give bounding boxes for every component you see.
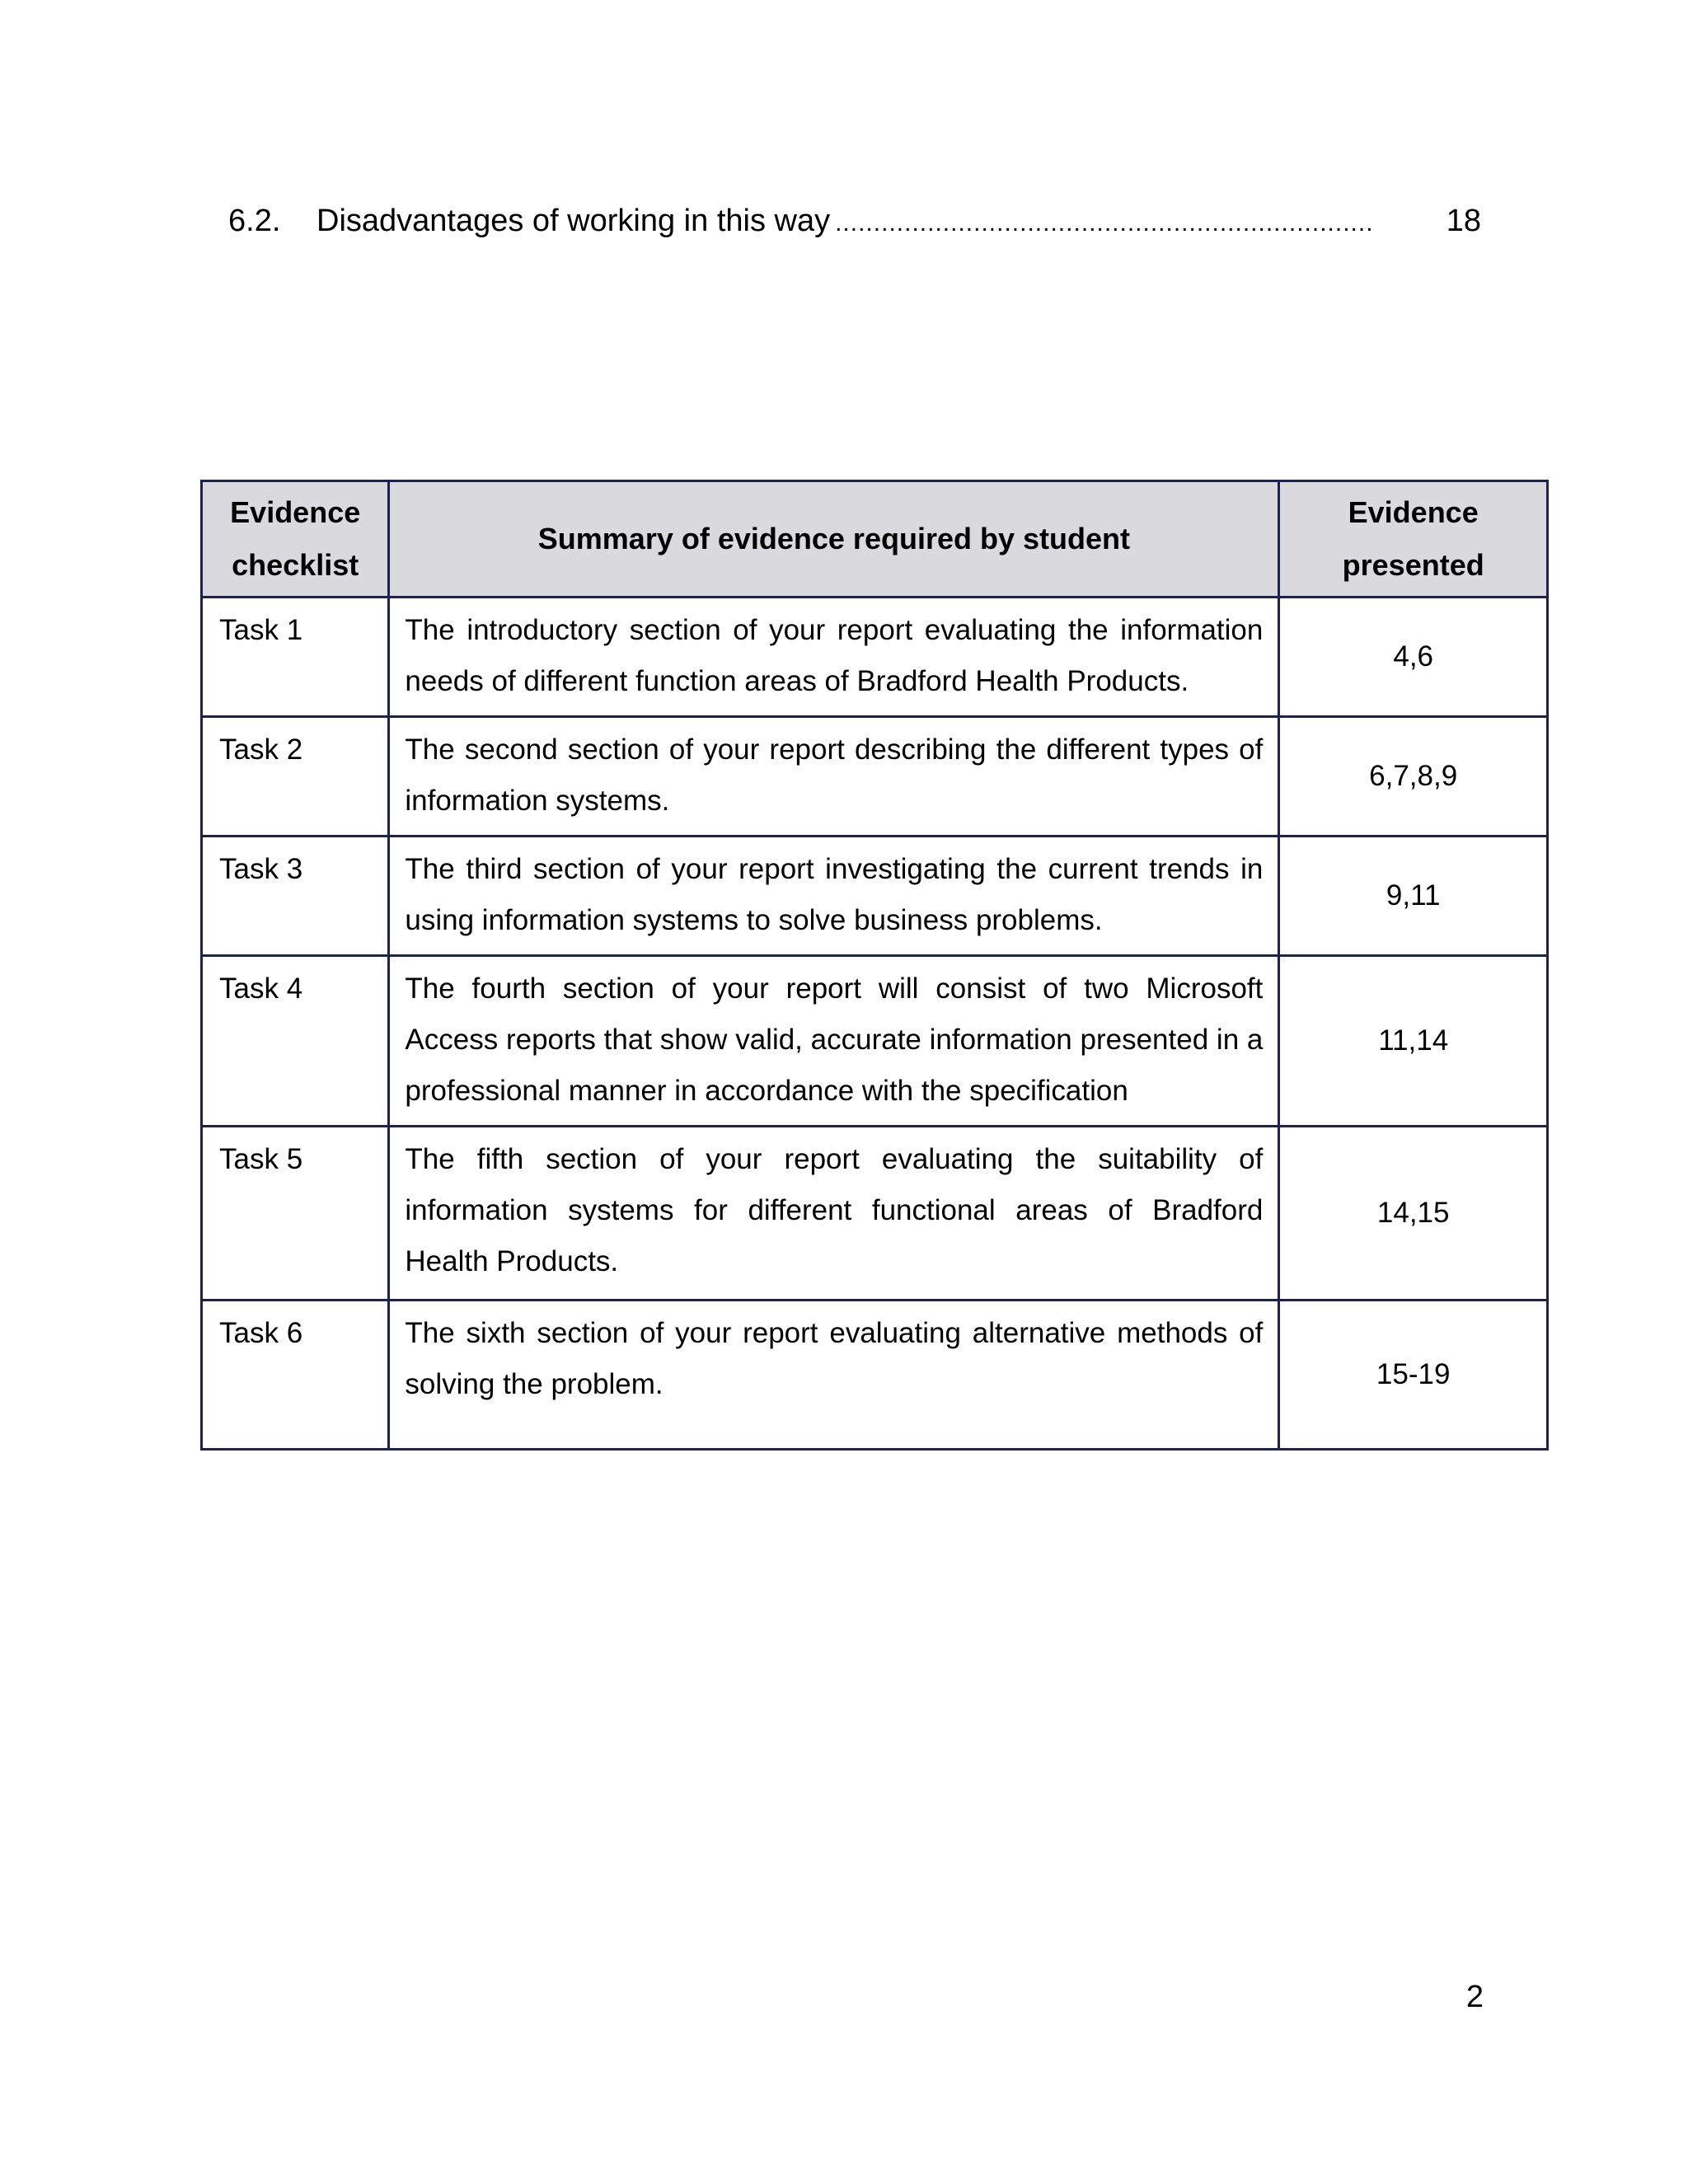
header-summary: Summary of evidence required by student xyxy=(389,481,1279,598)
page-number: 2 xyxy=(1465,1980,1484,2014)
task-cell: Task 4 xyxy=(202,956,389,1127)
pages-cell: 9,11 xyxy=(1279,837,1548,956)
summary-cell: The fifth section of your report evaluating the suitability of information systems for different functional areas of Bradford Health Products. xyxy=(389,1127,1279,1301)
summary-cell: The second section of your report describing the different types of information systems. xyxy=(389,717,1279,837)
toc-page-number: 18 xyxy=(1446,204,1481,238)
summary-cell: The introductory section of your report evaluating the information needs of different function areas of Bradford Health Products. xyxy=(389,598,1279,717)
table-row xyxy=(202,598,1548,717)
task-cell: Task 2 xyxy=(202,717,389,837)
evidence-table xyxy=(200,480,1549,1451)
table-row xyxy=(202,1301,1548,1450)
table-header-row xyxy=(202,481,1548,598)
pages-cell: 15-19 xyxy=(1279,1301,1548,1450)
table-row xyxy=(202,956,1548,1127)
task-cell: Task 6 xyxy=(202,1301,389,1450)
pages-cell: 6,7,8,9 xyxy=(1279,717,1548,837)
header-evidence-checklist: Evidence checklist xyxy=(202,481,389,598)
task-cell: Task 3 xyxy=(202,837,389,956)
table-row xyxy=(202,717,1548,837)
summary-cell: The sixth section of your report evaluating alternative methods of solving the problem. xyxy=(389,1301,1279,1450)
toc-section-number: 6.2. xyxy=(228,204,281,238)
toc-section-title: Disadvantages of working in this way xyxy=(316,204,831,238)
table-row xyxy=(202,1127,1548,1301)
toc-entry xyxy=(228,196,1481,246)
task-cell: Task 5 xyxy=(202,1127,389,1301)
summary-cell: The third section of your report investigating the current trends in using information systems to solve business problems. xyxy=(389,837,1279,956)
pages-cell: 4,6 xyxy=(1279,598,1548,717)
table-row xyxy=(202,837,1548,956)
pages-cell: 11,14 xyxy=(1279,956,1548,1127)
task-cell: Task 1 xyxy=(202,598,389,717)
toc-dot-leader: ...................................................................... xyxy=(835,209,1374,237)
pages-cell: 14,15 xyxy=(1279,1127,1548,1301)
summary-cell: The fourth section of your report will consist of two Microsoft Access reports that show valid, accurate information presented in a professional manner in accordance with the specification xyxy=(389,956,1279,1127)
header-evidence-presented: Evidence presented xyxy=(1279,481,1548,598)
